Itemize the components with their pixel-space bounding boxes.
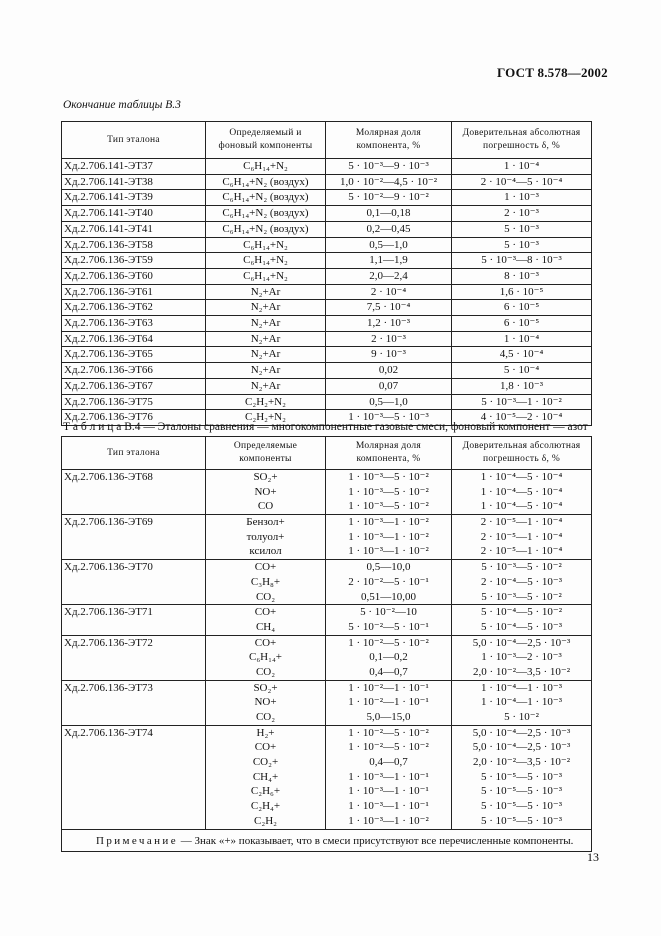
fraction-line: 1 · 10⁻³—5 · 10⁻² — [348, 500, 429, 513]
error-cell: 6 · 10⁻⁵ — [452, 316, 592, 332]
table-row — [62, 331, 592, 347]
col-header-type: Тип эталона — [62, 122, 206, 159]
component-cell: N₂+Ar — [206, 300, 326, 316]
type-cell: Хд.2.706.136-ЭТ72 — [62, 635, 206, 680]
type-cell: Хд.2.706.141-ЭТ38 — [62, 174, 206, 190]
type-cell: Хд.2.706.136-ЭТ65 — [62, 347, 206, 363]
component-cell: N₂+Ar — [206, 284, 326, 300]
component-line: C₂H₆+ — [250, 785, 281, 798]
component-cell: N₂+Ar — [206, 363, 326, 379]
component-cell: N₂+Ar — [206, 316, 326, 332]
component-line: ксилол — [249, 545, 282, 558]
component-line: C₃H₈+ — [250, 575, 281, 588]
fraction-cell — [326, 680, 452, 725]
error-line: 5,0 · 10⁻⁴—2,5 · 10⁻³ — [472, 636, 571, 649]
error-cell — [452, 470, 592, 515]
error-cell: 1 · 10⁻³ — [452, 190, 592, 206]
component-line: SO₂+ — [253, 471, 278, 483]
table-continuation-title: Окончание таблицы В.3 — [63, 99, 181, 111]
error-line: 5 · 10⁻⁴—5 · 10⁻² — [480, 606, 563, 619]
fraction-cell: 0,07 — [326, 378, 452, 394]
table-row — [62, 394, 592, 410]
fraction-line: 1 · 10⁻²—1 · 10⁻¹ — [348, 696, 429, 709]
component-cell — [206, 680, 326, 725]
table-row — [62, 221, 592, 237]
error-line: 5 · 10⁻⁵—5 · 10⁻³ — [480, 785, 563, 798]
error-line: 2 · 10⁻⁵—1 · 10⁻⁴ — [480, 545, 563, 558]
fraction-cell: 9 · 10⁻³ — [326, 347, 452, 363]
fraction-cell — [326, 605, 452, 635]
error-cell: 6 · 10⁻⁵ — [452, 300, 592, 316]
fraction-cell — [326, 470, 452, 515]
fraction-line: 1 · 10⁻³—1 · 10⁻² — [348, 814, 429, 827]
table-row — [62, 159, 592, 175]
fraction-cell: 5 · 10⁻²—9 · 10⁻² — [326, 190, 452, 206]
component-cell — [206, 560, 326, 605]
type-cell: Хд.2.706.136-ЭТ59 — [62, 253, 206, 269]
error-line: 2,0 · 10⁻²—3,5 · 10⁻² — [472, 665, 571, 678]
type-cell: Хд.2.706.136-ЭТ66 — [62, 363, 206, 379]
fraction-line: 1 · 10⁻²—5 · 10⁻² — [348, 726, 429, 739]
type-cell: Хд.2.706.136-ЭТ60 — [62, 268, 206, 284]
error-cell — [452, 605, 592, 635]
note-text: — Знак «+» показывает, что в смеси присутствуют все перечисленные компоненты. — [177, 834, 574, 847]
error-cell: 8 · 10⁻³ — [452, 268, 592, 284]
error-line: 1 · 10⁻⁴—1 · 10⁻³ — [480, 696, 563, 709]
component-line: CO₂ — [255, 711, 276, 723]
table-row — [62, 363, 592, 379]
col-header-fraction: Молярная доля компонента, % — [326, 437, 452, 470]
type-cell: Хд.2.706.136-ЭТ68 — [62, 470, 206, 515]
note-row — [62, 829, 592, 852]
component-line: CO₂+ — [252, 756, 279, 769]
component-line: CH₄+ — [252, 770, 279, 783]
fraction-line: 5 · 10⁻²—5 · 10⁻¹ — [348, 620, 429, 633]
error-cell: 2 · 10⁻⁴—5 · 10⁻⁴ — [452, 174, 592, 190]
fraction-line: 1 · 10⁻³—1 · 10⁻² — [348, 516, 429, 529]
error-cell — [452, 515, 592, 560]
error-cell: 5 · 10⁻³—1 · 10⁻² — [452, 394, 592, 410]
table-header-row — [62, 437, 592, 470]
fraction-cell: 7,5 · 10⁻⁴ — [326, 300, 452, 316]
error-line: 5 · 10⁻⁵—5 · 10⁻³ — [480, 800, 563, 813]
fraction-cell: 0,1—0,18 — [326, 206, 452, 222]
error-line: 1 · 10⁻⁴—5 · 10⁻⁴ — [480, 500, 563, 513]
type-cell: Хд.2.706.136-ЭТ74 — [62, 725, 206, 829]
component-line: CO+ — [254, 636, 277, 649]
component-line: CO+ — [254, 606, 277, 619]
component-line: C₂H₄+ — [250, 800, 281, 813]
component-line: C₆H₁₄+ — [249, 651, 282, 664]
error-line: 5 · 10⁻⁵—5 · 10⁻³ — [480, 770, 563, 783]
table-row — [62, 378, 592, 394]
fraction-line: 0,51—10,00 — [361, 590, 416, 603]
type-cell: Хд.2.706.136-ЭТ58 — [62, 237, 206, 253]
fraction-line: 2 · 10⁻²—5 · 10⁻¹ — [348, 575, 429, 588]
table-row — [62, 268, 592, 284]
component-cell: C₆H₁₄+N₂ — [206, 159, 326, 175]
fraction-cell: 1 · 10⁻³—5 · 10⁻³ — [326, 410, 452, 426]
fraction-cell — [326, 725, 452, 829]
error-line: 2 · 10⁻⁵—1 · 10⁻⁴ — [480, 530, 563, 543]
type-cell: Хд.2.706.141-ЭТ37 — [62, 159, 206, 175]
type-cell: Хд.2.706.136-ЭТ70 — [62, 560, 206, 605]
fraction-line: 1 · 10⁻³—5 · 10⁻² — [348, 485, 429, 498]
fraction-line: 0,4—0,7 — [369, 665, 408, 678]
fraction-cell: 0,5—1,0 — [326, 237, 452, 253]
col-header-error: Доверительная абсолютная погрешность δ, % — [452, 122, 592, 159]
fraction-cell: 0,5—1,0 — [326, 394, 452, 410]
component-line: CO₂ — [255, 665, 276, 678]
fraction-cell: 2 · 10⁻³ — [326, 331, 452, 347]
component-line: CO — [257, 500, 274, 513]
error-cell: 5 · 10⁻³ — [452, 237, 592, 253]
fraction-cell: 5 · 10⁻³—9 · 10⁻³ — [326, 159, 452, 175]
table-row — [62, 635, 592, 680]
error-line: 1 · 10⁻³—2 · 10⁻³ — [481, 651, 562, 664]
error-cell: 5 · 10⁻³—8 · 10⁻³ — [452, 253, 592, 269]
type-cell: Хд.2.706.141-ЭТ39 — [62, 190, 206, 206]
error-cell: 5 · 10⁻⁴ — [452, 363, 592, 379]
component-line: C₂H₂ — [254, 814, 277, 827]
component-cell: N₂+Ar — [206, 331, 326, 347]
component-line: H₂+ — [256, 726, 275, 739]
fraction-cell: 2 · 10⁻⁴ — [326, 284, 452, 300]
error-cell: 4,5 · 10⁻⁴ — [452, 347, 592, 363]
error-cell — [452, 680, 592, 725]
table-note — [62, 829, 592, 852]
fraction-line: 0,1—0,2 — [369, 651, 408, 664]
error-cell: 5 · 10⁻³ — [452, 221, 592, 237]
error-line: 1 · 10⁻⁴—1 · 10⁻³ — [480, 681, 563, 694]
table-row — [62, 300, 592, 316]
error-line: 5 · 10⁻³—5 · 10⁻² — [481, 590, 562, 603]
error-cell: 2 · 10⁻³ — [452, 206, 592, 222]
table-b4 — [61, 436, 592, 852]
fraction-cell: 2,0—2,4 — [326, 268, 452, 284]
fraction-line: 1 · 10⁻³—1 · 10⁻² — [348, 530, 429, 543]
error-cell: 1,8 · 10⁻³ — [452, 378, 592, 394]
table-row — [62, 174, 592, 190]
component-line: CH₄ — [255, 620, 276, 633]
table-row — [62, 470, 592, 515]
fraction-line: 1 · 10⁻³—1 · 10⁻² — [348, 545, 429, 558]
table-row — [62, 515, 592, 560]
error-line: 1 · 10⁻⁴—5 · 10⁻⁴ — [480, 471, 563, 483]
document-code: ГОСТ 8.578—2002 — [497, 65, 608, 80]
type-cell: Хд.2.706.141-ЭТ40 — [62, 206, 206, 222]
fraction-line: 0,5—10,0 — [366, 561, 411, 574]
fraction-line: 5,0—15,0 — [366, 711, 411, 723]
fraction-cell: 1,1—1,9 — [326, 253, 452, 269]
error-cell: 1,6 · 10⁻⁵ — [452, 284, 592, 300]
component-cell: C₆H₁₄+N₂ (воздух) — [206, 174, 326, 190]
col-header-fraction: Молярная доля компонента, % — [326, 122, 452, 159]
table-row — [62, 725, 592, 829]
type-cell: Хд.2.706.136-ЭТ61 — [62, 284, 206, 300]
fraction-cell — [326, 635, 452, 680]
fraction-cell: 1,0 · 10⁻²—4,5 · 10⁻² — [326, 174, 452, 190]
type-cell: Хд.2.706.141-ЭТ41 — [62, 221, 206, 237]
type-cell: Хд.2.706.136-ЭТ67 — [62, 378, 206, 394]
error-cell: 1 · 10⁻⁴ — [452, 159, 592, 175]
error-line: 5 · 10⁻⁵—5 · 10⁻³ — [480, 814, 563, 827]
type-cell: Хд.2.706.136-ЭТ71 — [62, 605, 206, 635]
fraction-line: 1 · 10⁻²—5 · 10⁻² — [348, 636, 429, 649]
table-row — [62, 605, 592, 635]
error-line: 2,0 · 10⁻²—3,5 · 10⁻² — [472, 756, 571, 769]
type-cell: Хд.2.706.136-ЭТ64 — [62, 331, 206, 347]
component-cell: C₆H₁₄+N₂ (воздух) — [206, 221, 326, 237]
type-cell: Хд.2.706.136-ЭТ62 — [62, 300, 206, 316]
note-label: Примечание — [96, 834, 178, 847]
component-line: Бензол+ — [246, 516, 285, 529]
fraction-cell: 1,2 · 10⁻³ — [326, 316, 452, 332]
component-cell: C₆H₁₄+N₂ — [206, 253, 326, 269]
error-line: 5 · 10⁻³—5 · 10⁻² — [481, 561, 562, 574]
error-line: 5 · 10⁻² — [504, 711, 539, 723]
table-row — [62, 560, 592, 605]
fraction-line: 1 · 10⁻³—5 · 10⁻² — [348, 471, 429, 483]
type-cell: Хд.2.706.136-ЭТ73 — [62, 680, 206, 725]
table-row — [62, 316, 592, 332]
col-header-component: Определяемый и фоновый компоненты — [206, 122, 326, 159]
col-header-components: Определяемые компоненты — [206, 437, 326, 470]
fraction-line: 1 · 10⁻³—1 · 10⁻¹ — [348, 770, 429, 783]
error-cell: 4 · 10⁻⁵—2 · 10⁻⁴ — [452, 410, 592, 426]
component-line: CO₂ — [255, 590, 276, 603]
fraction-line: 0,4—0,7 — [369, 756, 408, 769]
table-header-row — [62, 122, 592, 159]
error-cell: 1 · 10⁻⁴ — [452, 331, 592, 347]
table-row — [62, 347, 592, 363]
fraction-line: 1 · 10⁻²—1 · 10⁻¹ — [348, 681, 429, 694]
error-line: 1 · 10⁻⁴—5 · 10⁻⁴ — [480, 485, 563, 498]
component-line: NO+ — [254, 696, 277, 709]
table-row — [62, 190, 592, 206]
fraction-cell — [326, 560, 452, 605]
table-b4-title: Т а б л и ц а В.4 — Эталоны сравнения — многокомпонентные газовые смеси, фоновый компонент — азот — [63, 421, 588, 433]
table-row — [62, 206, 592, 222]
table-b3-end — [61, 121, 592, 426]
fraction-cell: 0,02 — [326, 363, 452, 379]
error-line: 5,0 · 10⁻⁴—2,5 · 10⁻³ — [472, 726, 571, 739]
error-cell — [452, 560, 592, 605]
component-cell: C₆H₁₄+N₂ (воздух) — [206, 206, 326, 222]
component-cell: C₂H₂+N₂ — [206, 394, 326, 410]
fraction-line: 1 · 10⁻³—1 · 10⁻¹ — [348, 800, 429, 813]
table-row — [62, 253, 592, 269]
error-line: 5,0 · 10⁻⁴—2,5 · 10⁻³ — [472, 741, 571, 754]
component-cell: C₆H₁₄+N₂ — [206, 268, 326, 284]
fraction-cell — [326, 515, 452, 560]
error-line: 5 · 10⁻⁴—5 · 10⁻³ — [480, 620, 563, 633]
table-row — [62, 284, 592, 300]
page-number: 13 — [587, 850, 599, 864]
component-cell — [206, 635, 326, 680]
component-cell — [206, 470, 326, 515]
component-cell: C₆H₁₄+N₂ — [206, 237, 326, 253]
component-cell — [206, 605, 326, 635]
type-cell: Хд.2.706.136-ЭТ75 — [62, 394, 206, 410]
error-line: 2 · 10⁻⁴—5 · 10⁻³ — [480, 575, 563, 588]
table-row — [62, 680, 592, 725]
error-cell — [452, 635, 592, 680]
component-line: NO+ — [254, 485, 277, 498]
component-cell: C₆H₁₄+N₂ (воздух) — [206, 190, 326, 206]
component-line: толуол+ — [246, 530, 285, 543]
component-cell — [206, 725, 326, 829]
fraction-line: 1 · 10⁻³—1 · 10⁻¹ — [348, 785, 429, 798]
type-cell: Хд.2.706.136-ЭТ69 — [62, 515, 206, 560]
component-cell: N₂+Ar — [206, 378, 326, 394]
component-line: SO₂+ — [253, 681, 278, 694]
component-cell: N₂+Ar — [206, 347, 326, 363]
type-cell: Хд.2.706.136-ЭТ76 — [62, 410, 206, 426]
type-cell: Хд.2.706.136-ЭТ63 — [62, 316, 206, 332]
fraction-line: 5 · 10⁻²—10 — [360, 606, 417, 619]
col-header-type: Тип эталона — [62, 437, 206, 470]
component-line: CO+ — [254, 741, 277, 754]
col-header-error: Доверительная абсолютная погрешность δ, % — [452, 437, 592, 470]
component-line: CO+ — [254, 561, 277, 574]
component-cell: C₂H₂+N₂ — [206, 410, 326, 426]
component-cell — [206, 515, 326, 560]
fraction-line: 1 · 10⁻²—5 · 10⁻² — [348, 741, 429, 754]
table-row — [62, 237, 592, 253]
fraction-cell: 0,2—0,45 — [326, 221, 452, 237]
error-cell — [452, 725, 592, 829]
error-line: 2 · 10⁻⁵—1 · 10⁻⁴ — [480, 516, 563, 529]
